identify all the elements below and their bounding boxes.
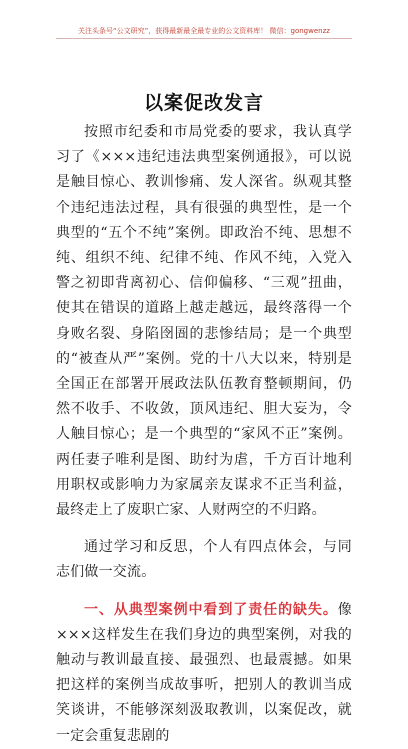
section-1-text: 像×××这样发生在我们身边的典型案例，对我的触动与教训最直接、最强烈、也最震撼。如果把这样的案例当成故事听，把别人的教训当成笑谈讲，不能够深刻汲取教训，以案促改，就一定会重复悲剧的 (56, 601, 352, 744)
banner-divider (56, 38, 352, 39)
document-body (56, 120, 352, 749)
paragraph-transition: 通过学习和反思，个人有四点体会，与同志们做一交流。 (56, 539, 352, 581)
document-title: 以案促改发言 (143, 92, 264, 114)
top-banner: 关注头条号“公文研究”，获得最新最全最专业的公文资料库！ 微信：gongwenzz (78, 27, 330, 35)
paragraph-section-1 (56, 598, 352, 749)
section-heading-1: 一、从典型案例中看到了责任的缺失。 (84, 601, 338, 618)
paragraph-intro: 按照市纪委和市局党委的要求，我认真学习了《×××违纪违法典型案例通报》，可以说是触目惊心、教训惨痛、发人深省。纵观其整个违纪违法过程，具有很强的典型性，是一个典型的“五个不纯”案例。即政治不纯、思想不纯、组织不纯、纪律不纯、作风不纯，入党入警之初即背离初心、信仰偏移、“三观”扭曲，使其在错误的道路上越走越远，最终落得一个身败名裂、身陷囹圄的悲惨结局；是一个典型的“被查从严”案例。党的十八大以来，特别是全国正在部署开展政法队伍教育整顿期间，仍然不收手、不收敛，顶风违纪、胆大妄为，令人触目惊心；是一个典型的“家风不正”案例。两任妻子唯利是图、助纣为虐，千方百计地利用职权或影响力为家属亲友谋求不正当利益，最终走上了废职亡家、人财两空的不归路。 (56, 124, 352, 519)
